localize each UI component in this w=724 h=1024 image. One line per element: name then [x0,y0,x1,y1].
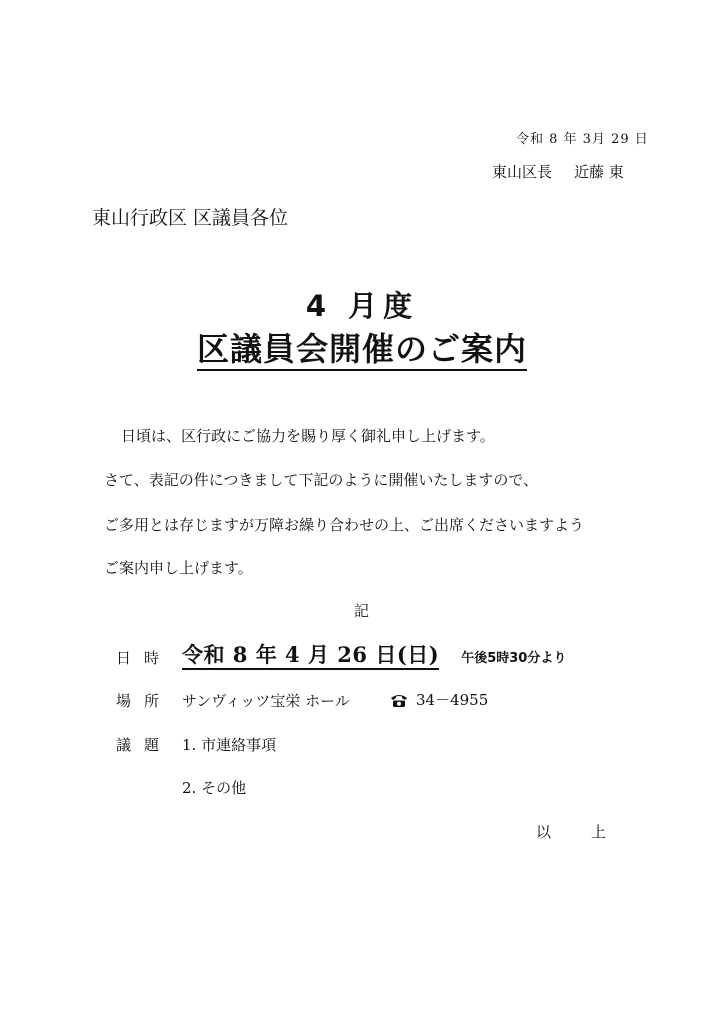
title-main [0,330,724,371]
body-line-1: 日頃は、区行政にご協力を賜り厚く御礼申し上げます。 [121,427,495,445]
phone-number: 34－4955 [416,691,489,709]
title-main-text: 区議員会開催のご案内 [197,331,527,371]
recipient: 東山行政区 区議員各位 [92,207,289,229]
venue: サンヴィッツ宝栄 ホール [182,692,350,710]
venue-label: 場所 [116,692,173,710]
phone [390,689,488,712]
sender-title: 東山区長 [492,163,553,181]
sender [492,161,624,182]
title-month: 4 月度 [305,289,419,323]
agenda-item-1: 1. 市連絡事項 [182,736,277,754]
sender-name: 近藤 東 [574,163,624,181]
datetime-date: 令和 8 年 4 月 26 日(日) [182,642,439,670]
ki-label: 記 [354,602,370,620]
closing: 以上 [536,823,647,841]
datetime [182,639,566,669]
agenda-label: 議題 [116,736,173,754]
datetime-time: 午後5時30分より [461,651,567,666]
telephone-icon [390,693,408,712]
body-line-3: ご多用とは存じますが万障お繰り合わせの上、ご出席くださいますよう [104,516,585,534]
body-line-2: さて、表記の件につきまして下記のように開催いたしますので、 [104,471,539,489]
agenda-item-2: 2. その他 [182,779,247,797]
datetime-label: 日時 [116,649,173,667]
document-date: 令和 8 年 3月 29 日 [516,132,649,147]
body-line-4: ご案内申し上げます。 [104,559,253,577]
